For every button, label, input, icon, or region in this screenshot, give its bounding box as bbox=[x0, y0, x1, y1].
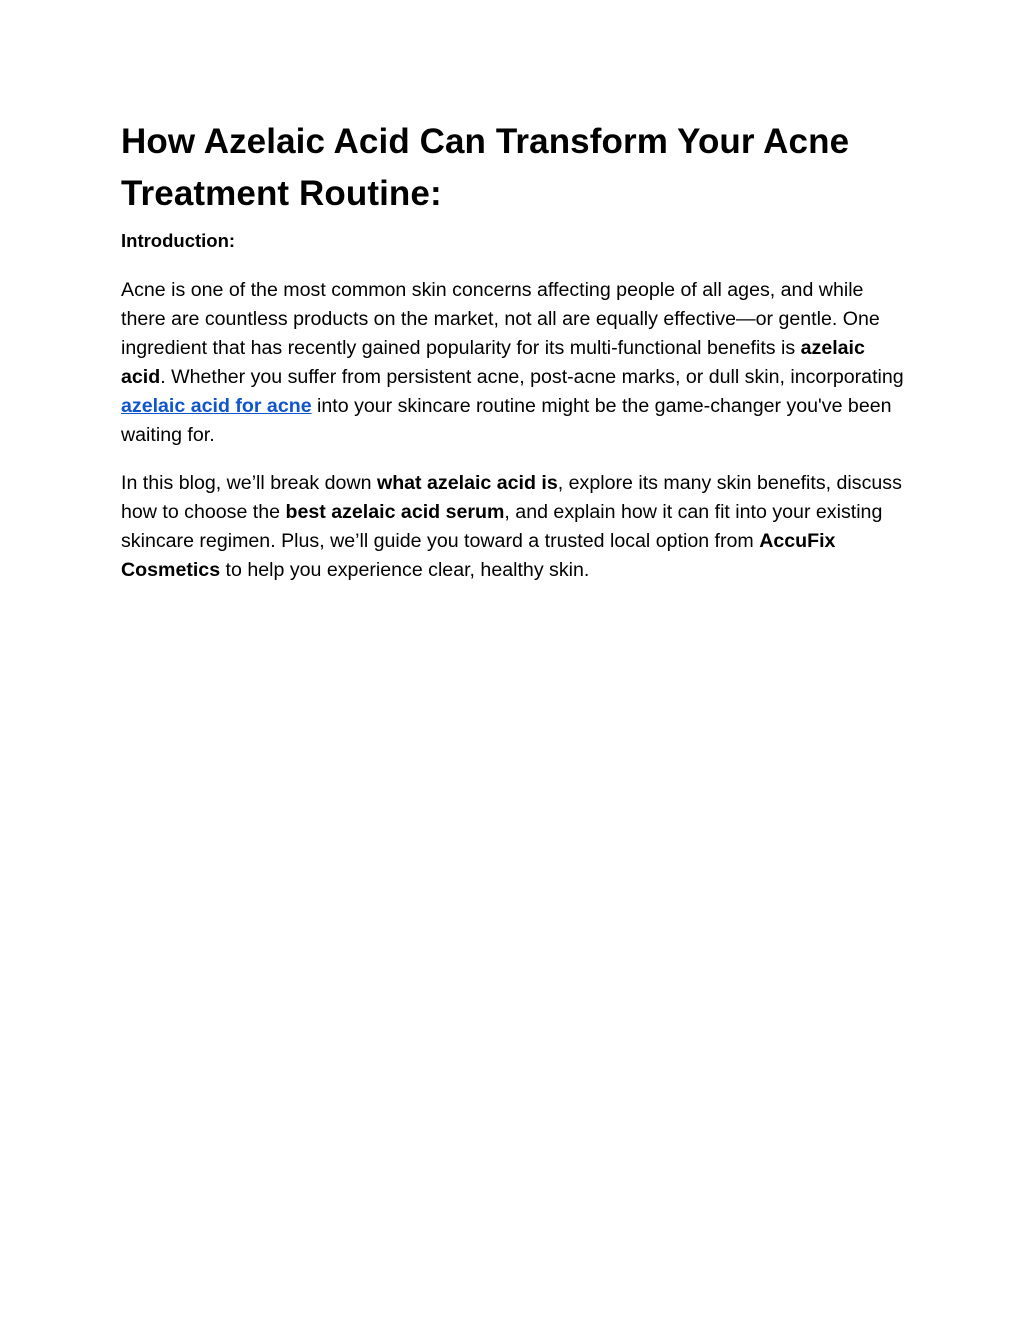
bold-term-what-is: what azelaic acid is bbox=[376, 472, 558, 494]
bold-term-azelaic-acid: azelaic acid bbox=[121, 337, 865, 388]
page-title: How Azelaic Acid Can Transform Your Acne Treatment Routine: bbox=[121, 122, 850, 213]
bold-term-brand: AccuFix Cosmetics bbox=[121, 530, 836, 581]
azelaic-acid-for-acne-link[interactable]: azelaic acid for acne bbox=[121, 395, 312, 417]
paragraph-text: to help you experience clear, healthy skin. bbox=[220, 559, 590, 581]
intro-paragraph bbox=[121, 276, 911, 450]
paragraph-text: Acne is one of the most common skin concerns affecting people of all ages, and while there are countless products on the market, not all are equally effective—or gentle. One ingredient that has recently gained popularity for its multi-functional benefits is bbox=[121, 279, 880, 359]
intro-heading: Introduction: bbox=[121, 230, 236, 251]
paragraph-text: into your skincare routine might be the game-changer you've been waiting for. bbox=[121, 395, 892, 446]
blog-overview-paragraph bbox=[121, 469, 911, 585]
paragraph-text: . Whether you suffer from persistent acne, post-acne marks, or dull skin, incorporating bbox=[160, 366, 904, 388]
bold-term-best-serum: best azelaic acid serum bbox=[285, 501, 505, 523]
paragraph-text: , explore its many skin benefits, discuss how to choose the bbox=[121, 472, 902, 523]
paragraph-text: , and explain how it can fit into your existing skincare regimen. Plus, we’ll guide you toward a trusted local option from bbox=[121, 501, 883, 552]
paragraph-text: In this blog, we’ll break down bbox=[121, 472, 377, 494]
document-page bbox=[121, 116, 911, 585]
